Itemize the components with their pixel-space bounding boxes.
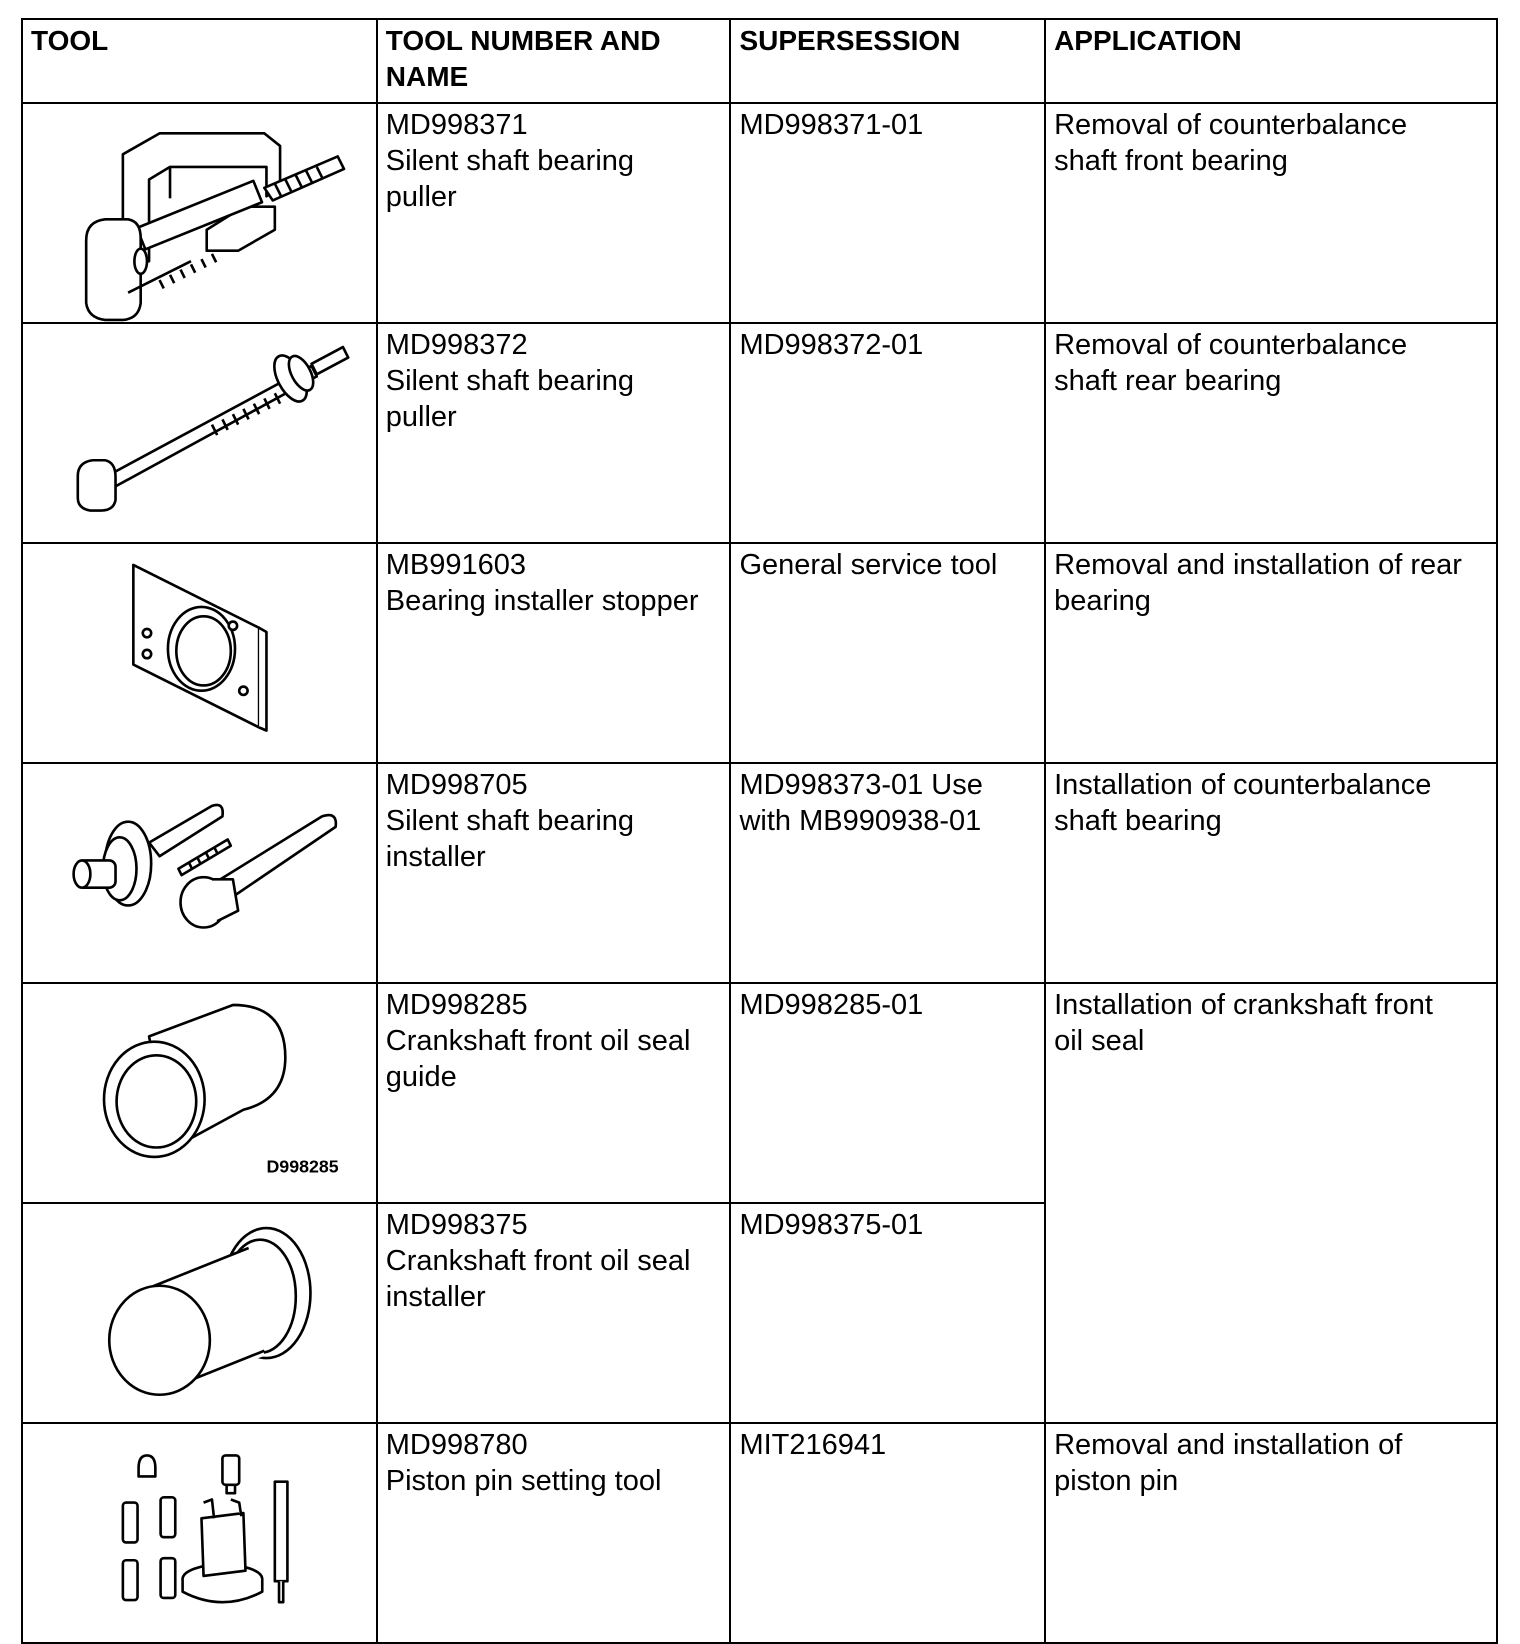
tool-number: MD998780	[385, 1429, 528, 1461]
installer-stopper-plate-icon	[23, 544, 376, 762]
table-row	[22, 103, 1497, 323]
tool-number: MD998372	[385, 329, 528, 361]
application-cell: Installation of crankshaft front oil seal	[1045, 983, 1497, 1423]
tool-image-cell	[22, 543, 377, 763]
tool-number-name-cell	[377, 323, 731, 543]
header-row	[22, 19, 1497, 103]
oil-seal-guide-icon	[23, 984, 376, 1202]
header-tool-number-and-name: TOOL NUMBER AND NAME	[377, 19, 731, 103]
tool-name: Bearing installer stopper	[385, 585, 699, 617]
tool-number-name-cell	[377, 983, 731, 1203]
tool-name: Silent shaft bearing	[385, 805, 635, 837]
tool-number: MD998705	[385, 769, 528, 801]
tool-name: puller	[385, 401, 457, 433]
tool-name: Crankshaft front oil seal	[385, 1245, 691, 1277]
tool-name: installer	[385, 841, 486, 873]
application-cell: Removal and installation of rear bearing	[1045, 543, 1497, 763]
tool-image-label: D998285	[266, 1156, 339, 1177]
tool-number-name-cell	[377, 1423, 731, 1643]
tool-number-name-cell	[377, 543, 731, 763]
tool-image-cell	[22, 763, 377, 983]
tool-image-cell	[22, 983, 377, 1203]
tool-number: MD998285	[385, 989, 528, 1021]
tool-image-cell	[22, 1203, 377, 1423]
special-tools-table	[21, 18, 1498, 1644]
tool-image-cell	[22, 1423, 377, 1643]
supersession-cell: MD998375-01	[730, 1203, 1045, 1423]
tool-name: guide	[385, 1061, 457, 1093]
tool-image-cell	[22, 103, 377, 323]
tool-number-name-cell	[377, 763, 731, 983]
application-cell: Removal of counterbalance shaft front bearing	[1045, 103, 1497, 323]
tool-name: Silent shaft bearing	[385, 145, 635, 177]
supersession-cell: General service tool	[730, 543, 1045, 763]
header-supersession: SUPERSESSION	[730, 19, 1045, 103]
supersession-cell: MD998285-01	[730, 983, 1045, 1203]
supersession-cell: MD998373-01 Use with MB990938-01	[730, 763, 1045, 983]
header-tool: TOOL	[22, 19, 377, 103]
table-row	[22, 983, 1497, 1203]
table-row	[22, 323, 1497, 543]
table-row	[22, 1423, 1497, 1643]
tool-number: MD998371	[385, 109, 528, 141]
tool-number-name-cell	[377, 103, 731, 323]
bearing-puller-rod-icon	[23, 324, 376, 542]
tool-number: MD998375	[385, 1209, 528, 1241]
tool-name: installer	[385, 1281, 486, 1313]
tool-name: Crankshaft front oil seal	[385, 1025, 691, 1057]
tool-number-name-cell	[377, 1203, 731, 1423]
tool-name: puller	[385, 181, 457, 213]
application-cell: Installation of counterbalance shaft bearing	[1045, 763, 1497, 983]
tool-image-cell	[22, 323, 377, 543]
application-cell: Removal and installation of piston pin	[1045, 1423, 1497, 1643]
tool-number: MB991603	[385, 549, 527, 581]
supersession-cell: MD998371-01	[730, 103, 1045, 323]
bearing-installer-set-icon	[23, 764, 376, 982]
tool-name: Silent shaft bearing	[385, 365, 635, 397]
piston-pin-setting-tool-icon	[23, 1424, 376, 1642]
oil-seal-installer-icon	[23, 1204, 376, 1422]
table-row	[22, 543, 1497, 763]
header-application: APPLICATION	[1045, 19, 1497, 103]
tool-name: Piston pin setting tool	[385, 1465, 662, 1497]
table-row	[22, 763, 1497, 983]
supersession-cell: MD998372-01	[730, 323, 1045, 543]
supersession-cell: MIT216941	[730, 1423, 1045, 1643]
bearing-puller-clamp-icon	[23, 104, 376, 322]
application-cell: Removal of counterbalance shaft rear bearing	[1045, 323, 1497, 543]
